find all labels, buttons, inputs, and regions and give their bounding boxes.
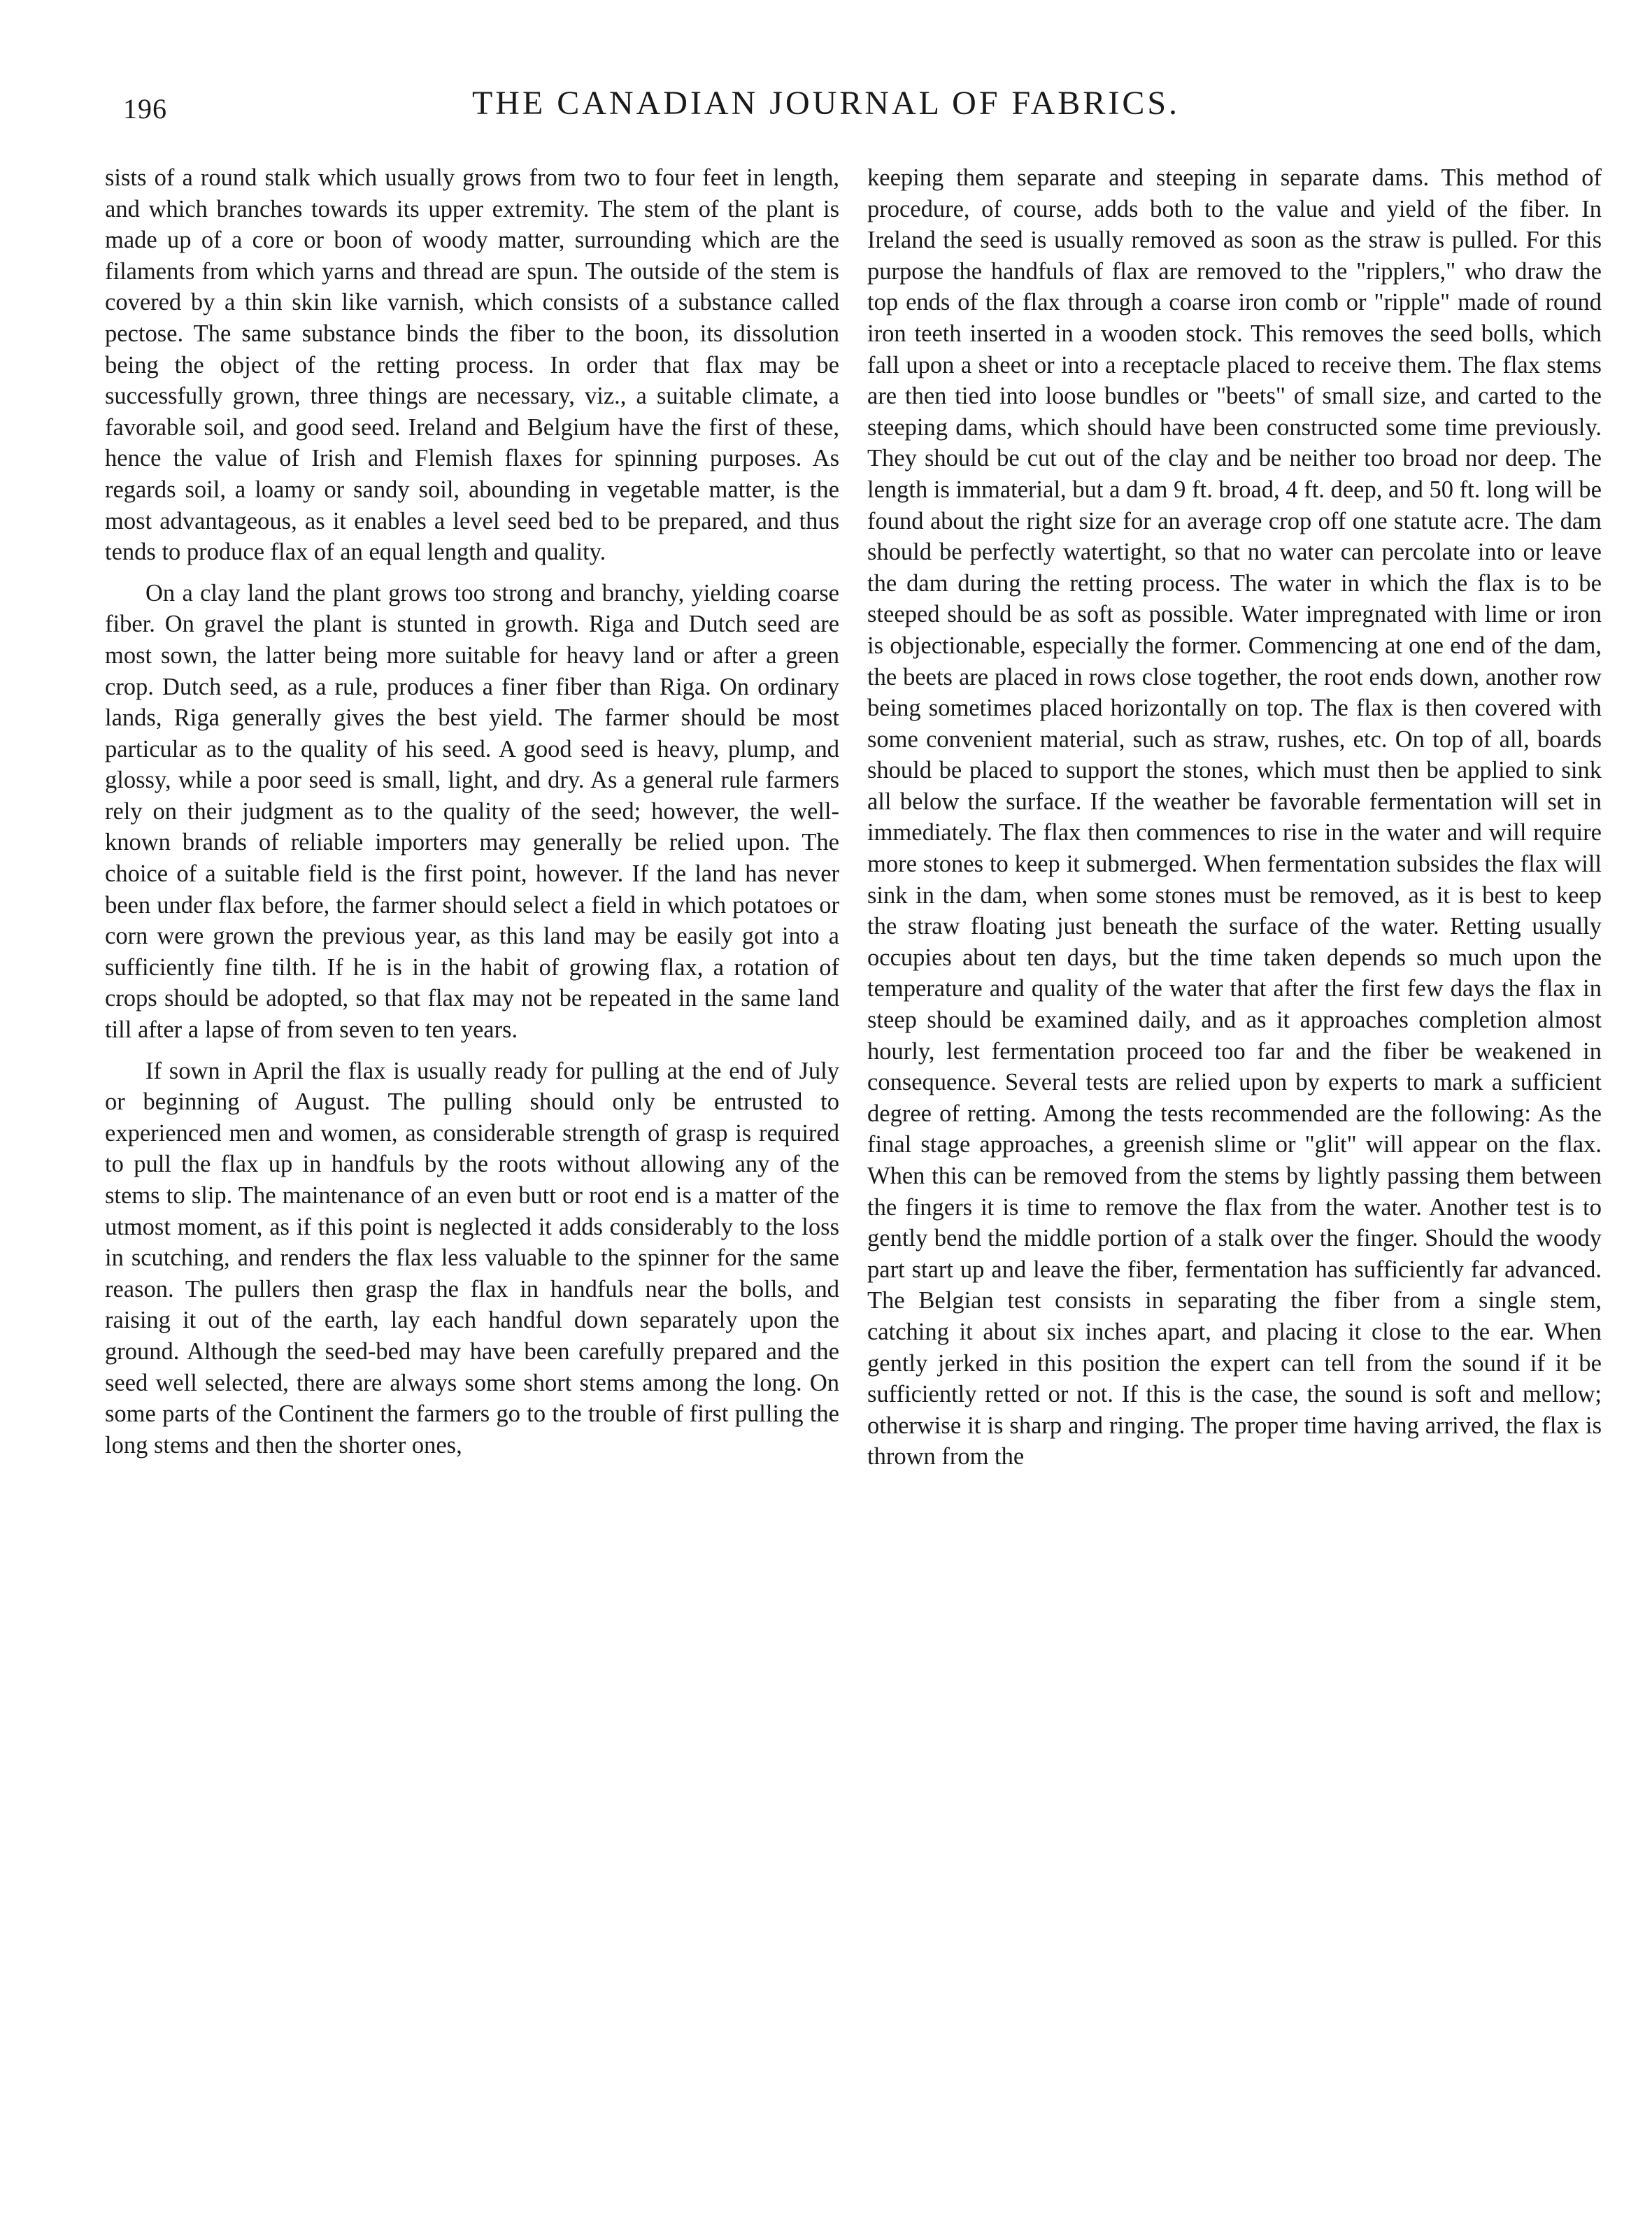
- page-number: 196: [123, 93, 167, 125]
- paragraph: sists of a round stalk which usually grows from two to four feet in length, and which branches towards its upper extremity. The stem of the plant is made up of a core or boon of woody matter, surrounding which are the filaments from which yarns and thread are spun. The outside of the stem is covered by a thin skin like varnish, which consists of a substance called pectose. The same substance binds the fiber to the boon, its dissolution being the object of the retting process. In order that flax may be successfully grown, three things are necessary, viz., a suitable climate, a favorable soil, and good seed. Ireland and Belgium have the first of these, hence the value of Irish and Flemish flaxes for spinning purposes. As regards soil, a loamy or sandy soil, abounding in vegetable matter, is the most advantageous, as it enables a level seed bed to be prepared, and thus tends to produce flax of an equal length and quality.: [105, 164, 839, 566]
- paragraph: On a clay land the plant grows too strong and branchy, yielding coarse fiber. On gravel the plant is stunted in growth. Riga and Dutch seed are most sown, the latter being more suitable for heavy land or after a green crop. Dutch seed, as a rule, produces a finer fiber than Riga. On ordinary lands, Riga generally gives the best yield. The farmer should be most particular as to the quality of his seed. A good seed is heavy, plump, and glossy, while a poor seed is small, light, and dry. As a general rule farmers rely on their judgment as to the quality of the seed; however, the well-known brands of reliable importers may generally be relied upon. The choice of a suitable field is the first point, however. If the land has never been under flax before, the farmer should select a field in which potatoes or corn were grown the previous year, as this land may be easily got into a sufficiently fine tilth. If he is in the habit of growing flax, a rotation of crops should be adopted, so that flax may not be repeated in the same land till after a lapse of from seven to ten years.: [105, 579, 839, 1044]
- paragraph: keeping them separate and steeping in separate dams. This method of procedure, of course, adds both to the value and yield of the fiber. In Ireland the seed is usually removed as soon as the straw is pulled. For this purpose the handfuls of flax are removed to the "ripplers," who draw the top ends of the flax through a coarse iron comb or "ripple" made of round iron teeth inserted in a wooden stock. This removes the seed bolls, which fall upon a sheet or into a receptacle placed to receive them. The flax stems are then tied into loose bundles or "beets" of small size, and carted to the steeping dams, which should have been constructed some time previously. They should be cut out of the clay and be neither too broad nor deep. The length is immaterial, but a dam 9 ft. broad, 4 ft. deep, and 50 ft. long will be found about the right size for an average crop off one statute acre. The dam should be perfectly watertight, so that no water can percolate into or leave the dam during the retting process. The water in which the flax is to be steeped should be as soft as possible. Water impregnated with lime or iron is objectionable, especially the former. Commencing at one end of the dam, the beets are placed in rows close together, the root ends down, another row being sometimes placed horizontally on top. The flax is then covered with some convenient material, such as straw, rushes, etc. On top of all, boards should be placed to support the stones, which must then be applied to sink all below the surface. If the weather be favorable fermentation will set in immediately. The flax then commences to rise in the water and will require more stones to keep it submerged. When fermentation subsides the flax will sink in the dam, when some stones must be removed, as it is best to keep the straw floating just beneath the surface of the water. Retting usually occupies about ten days, but the time taken depends so much upon the temperature and quality of the water that after the first few days the flax in steep should be examined daily, and as it approaches completion almost hourly, lest fermentation proceed too far and the fiber be weakened in consequence. Several tests are relied upon by experts to mark a sufficient degree of retting. Among the tests recommended are the following: As the final stage approaches, a greenish slime or "glit" will appear on the flax. When this can be removed from the stems by lightly passing them between the fingers it is time to remove the flax from the water. Another test is to gently bend the middle portion of a stalk over the finger. Should the woody part start up and leave the fiber, fermentation has sufficiently far advanced. The Belgian test consists in separating the fiber from a single stem, catching it about six inches apart, and placing it close to the ear. When gently jerked in this position the expert can tell from the sound if it be sufficiently retted or not. If this is the case, the sound is soft and mellow; otherwise it is sharp and ringing. The proper time having arrived, the flax is thrown from the: [867, 164, 1602, 1470]
- paragraph: If sown in April the flax is usually ready for pulling at the end of July or beginning of August. The pulling should only be entrusted to experienced men and women, as considerable strength of grasp is required to pull the flax up in handfuls by the roots without allowing any of the stems to slip. The maintenance of an even butt or root end is a matter of the utmost moment, as if this point is neglected it adds considerably to the loss in scutching, and renders the flax less valuable to the spinner for the same reason. The pullers then grasp the flax in handfuls near the bolls, and raising it out of the earth, lay each handful down separately upon the ground. Although the seed-bed may have been carefully prepared and the seed well selected, there are always some short stems among the long. On some parts of the Continent the farmers go to the trouble of first pulling the long stems and then the shorter ones,: [105, 1057, 839, 1459]
- left-column: [105, 162, 839, 1461]
- right-column: [867, 162, 1602, 1473]
- running-head: [0, 84, 1652, 140]
- journal-title: THE CANADIAN JOURNAL OF FABRICS.: [471, 85, 1181, 122]
